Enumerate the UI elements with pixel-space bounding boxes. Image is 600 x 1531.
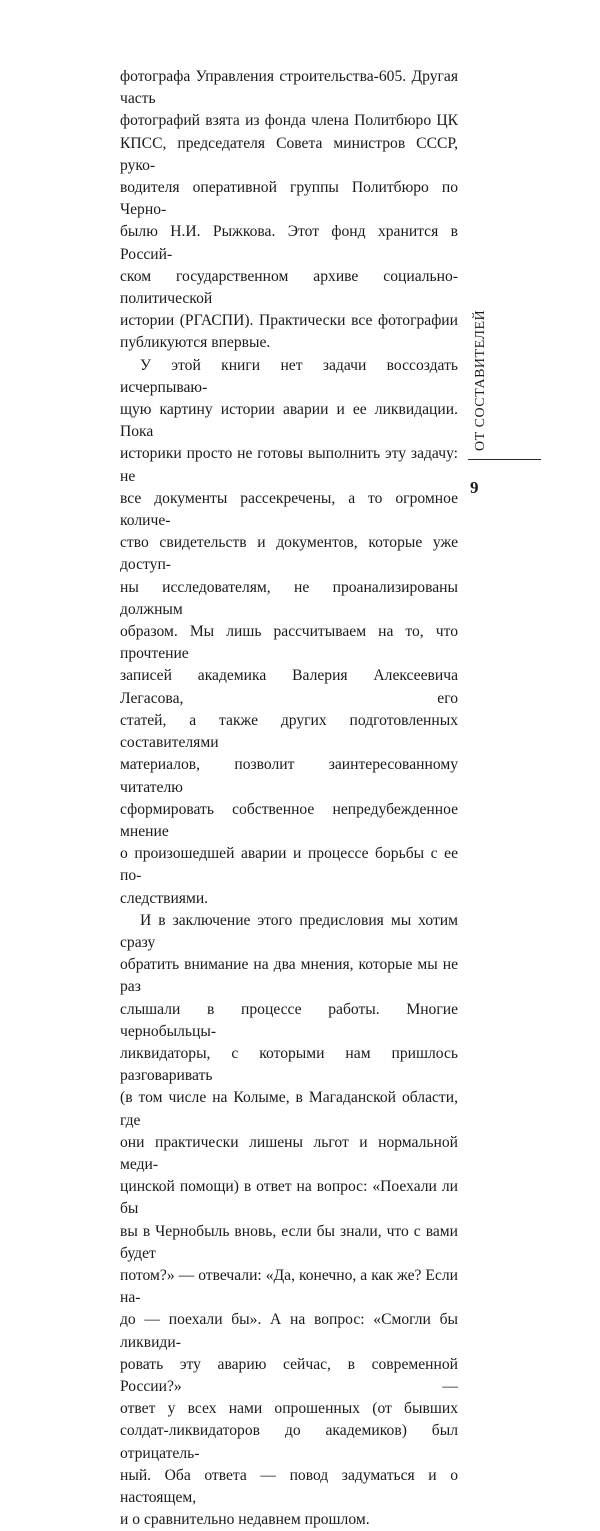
text-line: записей академика Валерия Алексеевича Легасова, его (120, 667, 458, 707)
text-line: былю Н.И. Рыжкова. Этот фонд хранится в Россий- (120, 223, 458, 263)
text-line: цинской помощи) в ответ на вопрос: «Поехали ли бы (120, 1178, 458, 1218)
text-line: (в том числе на Колыме, в Магаданской области, где (120, 1089, 458, 1129)
text-line: историки просто не готовы выполнить эту задачу: не (120, 445, 458, 485)
header-rule (468, 459, 541, 460)
text-line: и о сравнительно недавнем прошлом. (120, 1511, 370, 1529)
text-line: потом?» — отвечали: «Да, конечно, а как же? Если на- (120, 1266, 458, 1307)
text-line: И в заключение этого предисловия мы хотим сразу (120, 911, 458, 951)
text-line: ском государственном архиве социально-политической (120, 267, 458, 308)
text-line: публикуются впервые. (120, 334, 271, 352)
text-line: о произошедшей аварии и процессе борьбы с ее по- (120, 845, 458, 885)
text-line: до — поехали бы». А на вопрос: «Смогли бы ликвиди- (120, 1311, 458, 1351)
text-line: слышали в процессе работы. Многие чернобыльцы- (120, 1000, 458, 1040)
text-line: истории (РГАСПИ). Практически все фотографии (120, 312, 458, 330)
text-line: материалов, позволит заинтересованному читателю (120, 756, 458, 796)
text-line: водителя оперативной группы Политбюро по Черно- (120, 179, 458, 219)
text-line: обратить внимание на два мнения, которые мы не раз (120, 956, 458, 996)
text-line: следствиями. (120, 889, 209, 907)
text-line: ство свидетельств и документов, которые уже доступ- (120, 534, 458, 574)
text-line: статей, а также других подготовленных составителями (120, 711, 458, 752)
text-line: ликвидаторы, с которыми нам пришлось разговаривать (120, 1044, 458, 1085)
running-head: ОТ СОСТАВИТЕЛЕЙ (473, 309, 488, 451)
text-line: ны исследователям, не проанализированы должным (120, 578, 458, 618)
page-number: 9 (470, 478, 479, 497)
text-line: фотографа Управления строительства-605. Другая часть (120, 68, 458, 108)
text-line: фотографий взята из фонда члена Политбюро ЦК (120, 112, 458, 130)
body-text (120, 66, 458, 1531)
text-line: сформировать собственное непредубежденное мнение (120, 800, 458, 840)
text-line: вы в Чернобыль вновь, если бы знали, что с вами будет (120, 1222, 458, 1262)
text-line: ответ у всех нами опрошенных (от бывших (120, 1400, 458, 1418)
text-line: ный. Оба ответа — повод задуматься и о настоящем, (120, 1466, 458, 1506)
text-line: ровать эту аварию сейчас, в современной России?» — (120, 1355, 458, 1395)
text-line: У этой книги нет задачи воссоздать исчерпываю- (120, 356, 458, 396)
text-line: они практически лишены льгот и нормальной меди- (120, 1133, 458, 1173)
text-line: щую картину истории аварии и ее ликвидации. Пока (120, 401, 458, 441)
text-line: КПСС, председателя Совета министров СССР, руко- (120, 134, 458, 174)
text-line: все документы рассекречены, а то огромное количе- (120, 489, 458, 530)
text-line: солдат-ликвидаторов до академиков) был отрицатель- (120, 1422, 458, 1462)
text-line: образом. Мы лишь рассчитываем на то, что прочтение (120, 623, 458, 663)
